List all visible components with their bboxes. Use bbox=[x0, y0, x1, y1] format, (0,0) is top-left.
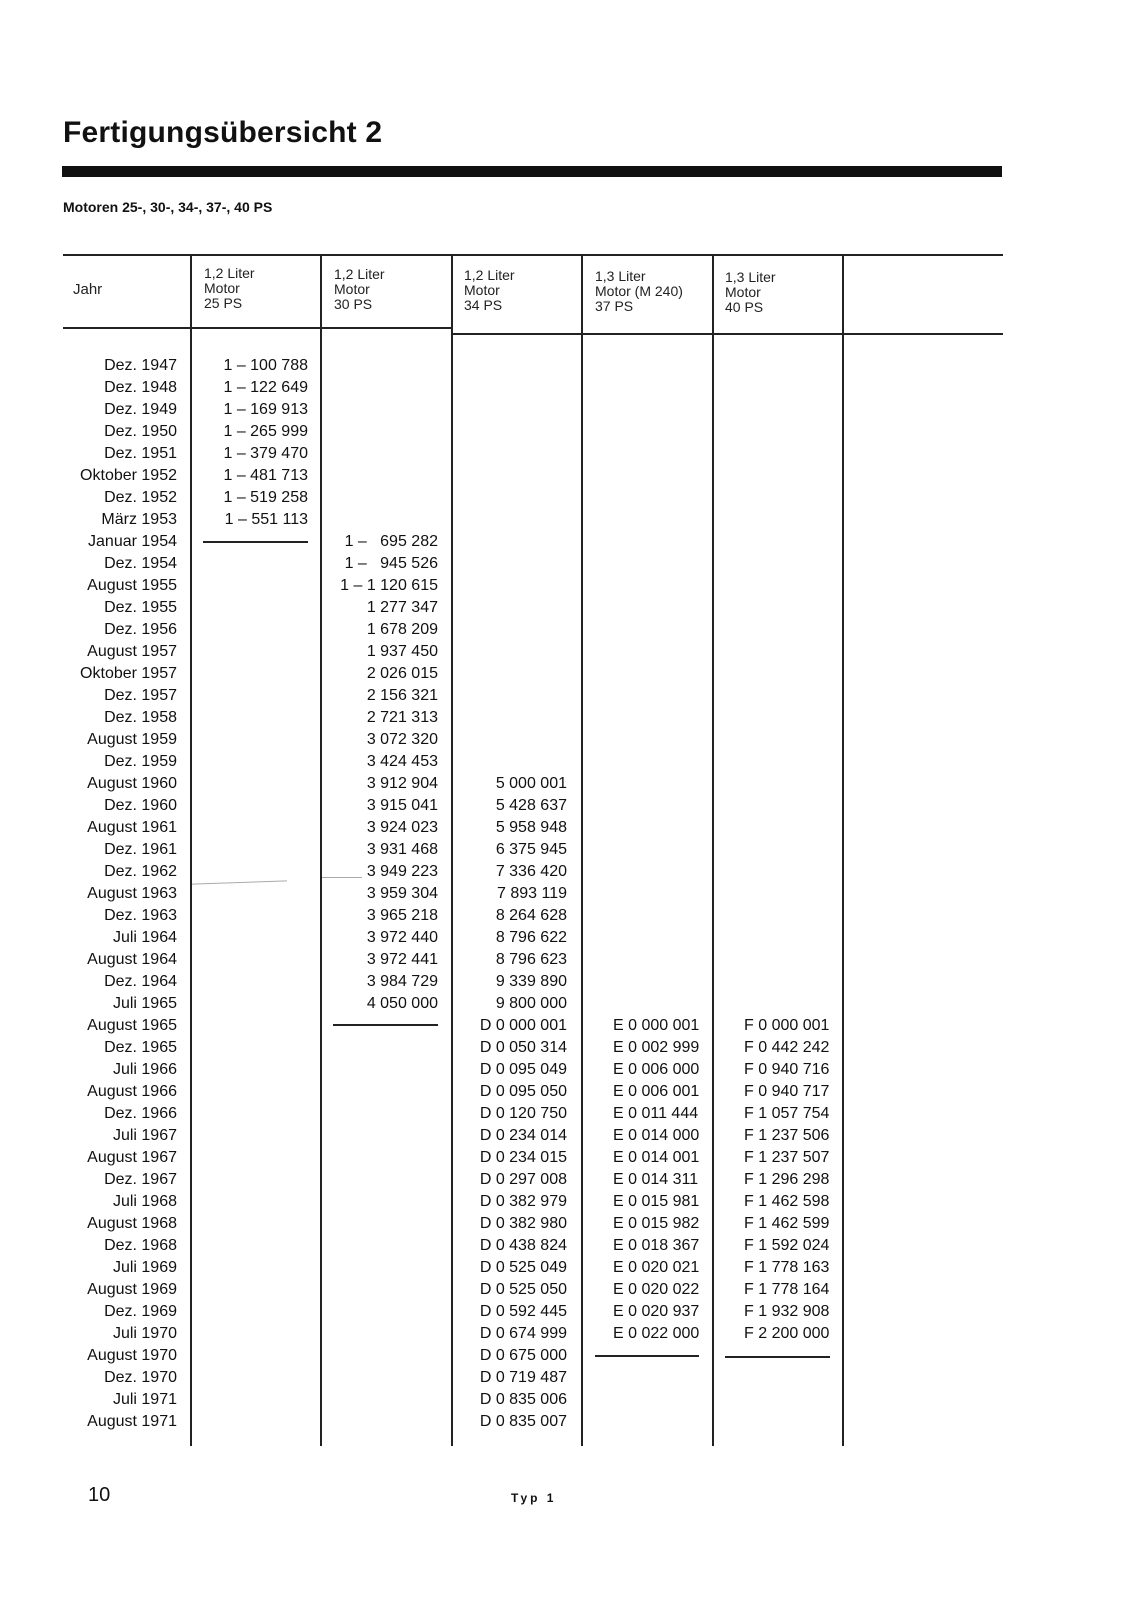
table-row bbox=[0, 1125, 1146, 1147]
cell-30ps: 3 972 440 bbox=[366, 929, 438, 946]
cell-34ps: 5 428 637 bbox=[495, 797, 567, 814]
cell-40ps: F 0 940 717 bbox=[744, 1083, 830, 1100]
cell-30ps: 2 026 015 bbox=[366, 665, 438, 682]
row-year: Juli 1964 bbox=[112, 929, 177, 946]
row-year: August 1971 bbox=[87, 1413, 177, 1430]
cell-40ps: F 1 592 024 bbox=[744, 1237, 830, 1254]
table-row bbox=[0, 1367, 1146, 1389]
cell-34ps: 9 339 890 bbox=[495, 973, 567, 990]
table-row bbox=[0, 509, 1146, 531]
row-year: Dez. 1965 bbox=[104, 1039, 177, 1056]
row-year: August 1963 bbox=[87, 885, 177, 902]
row-year: August 1967 bbox=[87, 1149, 177, 1166]
table-row bbox=[0, 1081, 1146, 1103]
cell-30ps: 2 156 321 bbox=[366, 687, 438, 704]
cell-40ps: F 1 778 164 bbox=[744, 1281, 830, 1298]
cell-37ps: E 0 014 001 bbox=[613, 1149, 700, 1166]
page-number: 10 bbox=[88, 1484, 111, 1506]
table-row bbox=[0, 465, 1146, 487]
row-year: Juli 1968 bbox=[112, 1193, 177, 1210]
cell-25ps: 1 – 481 713 bbox=[223, 467, 308, 484]
row-year: Juli 1969 bbox=[112, 1259, 177, 1276]
table-row bbox=[0, 377, 1146, 399]
cell-40ps: F 2 200 000 bbox=[744, 1325, 830, 1342]
cell-40ps: F 1 932 908 bbox=[744, 1303, 830, 1320]
cell-37ps: E 0 006 000 bbox=[613, 1061, 700, 1078]
table-row bbox=[0, 399, 1146, 421]
row-year: Dez. 1966 bbox=[104, 1105, 177, 1122]
table-row bbox=[0, 1411, 1146, 1433]
cell-30ps: 1 – 1 120 615 bbox=[340, 577, 438, 594]
row-year: August 1968 bbox=[87, 1215, 177, 1232]
cell-34ps: D 0 095 050 bbox=[479, 1083, 567, 1100]
table-row bbox=[0, 531, 1146, 553]
table-row bbox=[0, 597, 1146, 619]
row-year: Juli 1965 bbox=[112, 995, 177, 1012]
table-row bbox=[0, 751, 1146, 773]
cell-30ps: 4 050 000 bbox=[366, 995, 438, 1012]
row-year: Oktober 1957 bbox=[80, 665, 177, 682]
table-row bbox=[0, 443, 1146, 465]
table-row bbox=[0, 1147, 1146, 1169]
cell-30ps: 3 912 904 bbox=[366, 775, 438, 792]
table-row bbox=[0, 421, 1146, 443]
series-end-line-37ps bbox=[595, 1355, 699, 1357]
table-row bbox=[0, 1015, 1146, 1037]
row-year: Juli 1971 bbox=[112, 1391, 177, 1408]
cell-30ps: 3 072 320 bbox=[366, 731, 438, 748]
cell-40ps: F 0 940 716 bbox=[744, 1061, 830, 1078]
cell-37ps: E 0 014 311 bbox=[613, 1171, 699, 1188]
cell-34ps: D 0 719 487 bbox=[479, 1369, 567, 1386]
row-year: Dez. 1949 bbox=[104, 401, 177, 418]
cell-40ps: F 1 057 754 bbox=[744, 1105, 830, 1122]
cell-37ps: E 0 011 444 bbox=[613, 1105, 699, 1122]
row-year: Dez. 1969 bbox=[104, 1303, 177, 1320]
cell-30ps: 3 984 729 bbox=[366, 973, 438, 990]
cell-34ps: D 0 438 824 bbox=[479, 1237, 567, 1254]
cell-34ps: D 0 835 007 bbox=[479, 1413, 567, 1430]
table-row bbox=[0, 663, 1146, 685]
cell-34ps: D 0 234 014 bbox=[479, 1127, 567, 1144]
table-row bbox=[0, 355, 1146, 377]
cell-34ps: D 0 675 000 bbox=[479, 1347, 567, 1364]
table-row bbox=[0, 883, 1146, 905]
cell-30ps: 1 937 450 bbox=[366, 643, 438, 660]
cell-37ps: E 0 020 022 bbox=[613, 1281, 700, 1298]
row-year: Dez. 1950 bbox=[104, 423, 177, 440]
column-header-37ps: 1,3 Liter Motor (M 240) 37 PS bbox=[595, 268, 683, 314]
table-row bbox=[0, 817, 1146, 839]
table-row bbox=[0, 905, 1146, 927]
cell-37ps: E 0 006 001 bbox=[613, 1083, 700, 1100]
page-title: Fertigungsübersicht 2 bbox=[63, 116, 383, 149]
row-year: August 1966 bbox=[87, 1083, 177, 1100]
row-year: März 1953 bbox=[101, 511, 177, 528]
table-row bbox=[0, 861, 1146, 883]
table-row bbox=[0, 685, 1146, 707]
row-year: Dez. 1958 bbox=[104, 709, 177, 726]
cell-37ps: E 0 018 367 bbox=[613, 1237, 700, 1254]
cell-34ps: D 0 674 999 bbox=[479, 1325, 567, 1342]
series-end-line-25ps bbox=[203, 541, 308, 543]
cell-40ps: F 1 237 507 bbox=[744, 1149, 830, 1166]
cell-30ps: 1 – 945 526 bbox=[344, 555, 438, 572]
table-row bbox=[0, 619, 1146, 641]
cell-34ps: D 0 382 980 bbox=[479, 1215, 567, 1232]
cell-34ps: 5 958 948 bbox=[495, 819, 567, 836]
cell-25ps: 1 – 551 113 bbox=[224, 511, 308, 528]
cell-30ps: 3 931 468 bbox=[366, 841, 438, 858]
row-year: August 1957 bbox=[87, 643, 177, 660]
table-row bbox=[0, 949, 1146, 971]
row-year: Dez. 1964 bbox=[104, 973, 177, 990]
cell-30ps: 3 924 023 bbox=[366, 819, 438, 836]
column-header-34ps: 1,2 Liter Motor 34 PS bbox=[464, 267, 515, 313]
row-year: Dez. 1963 bbox=[104, 907, 177, 924]
table-row bbox=[0, 1191, 1146, 1213]
table-row bbox=[0, 839, 1146, 861]
cell-25ps: 1 – 265 999 bbox=[223, 423, 308, 440]
row-year: August 1970 bbox=[87, 1347, 177, 1364]
cell-34ps: D 0 234 015 bbox=[479, 1149, 567, 1166]
cell-34ps: 7 336 420 bbox=[495, 863, 567, 880]
cell-37ps: E 0 022 000 bbox=[613, 1325, 700, 1342]
cell-34ps: D 0 050 314 bbox=[479, 1039, 567, 1056]
cell-37ps: E 0 014 000 bbox=[613, 1127, 700, 1144]
footer-label: Typ 1 bbox=[511, 1491, 557, 1505]
cell-40ps: F 1 296 298 bbox=[744, 1171, 830, 1188]
cell-37ps: E 0 002 999 bbox=[613, 1039, 700, 1056]
row-year: Dez. 1954 bbox=[104, 555, 177, 572]
table-row bbox=[0, 1103, 1146, 1125]
cell-40ps: F 0 442 242 bbox=[744, 1039, 830, 1056]
cell-25ps: 1 – 379 470 bbox=[223, 445, 308, 462]
cell-37ps: E 0 020 937 bbox=[613, 1303, 700, 1320]
column-header-40ps: 1,3 Liter Motor 40 PS bbox=[725, 269, 776, 315]
subtitle: Motoren 25-, 30-, 34-, 37-, 40 PS bbox=[63, 199, 273, 215]
row-year: Dez. 1962 bbox=[104, 863, 177, 880]
cell-30ps: 3 972 441 bbox=[366, 951, 438, 968]
table-row bbox=[0, 1059, 1146, 1081]
row-year: Dez. 1956 bbox=[104, 621, 177, 638]
header-bottom-rule-left bbox=[63, 327, 453, 329]
cell-40ps: F 1 462 598 bbox=[744, 1193, 830, 1210]
cell-40ps: F 0 000 001 bbox=[744, 1017, 830, 1034]
row-year: August 1961 bbox=[87, 819, 177, 836]
cell-25ps: 1 – 519 258 bbox=[223, 489, 308, 506]
cell-30ps: 2 721 313 bbox=[366, 709, 438, 726]
table-row bbox=[0, 773, 1146, 795]
table-row bbox=[0, 1345, 1146, 1367]
cell-34ps: D 0 525 049 bbox=[479, 1259, 567, 1276]
row-year: August 1960 bbox=[87, 775, 177, 792]
table-row bbox=[0, 1037, 1146, 1059]
row-year: Dez. 1947 bbox=[104, 357, 177, 374]
column-header-30ps: 1,2 Liter Motor 30 PS bbox=[334, 266, 385, 312]
table-row bbox=[0, 1323, 1146, 1345]
cell-25ps: 1 – 122 649 bbox=[223, 379, 308, 396]
cell-34ps: 8 796 622 bbox=[495, 929, 567, 946]
series-end-line-40ps bbox=[725, 1356, 830, 1358]
cell-34ps: 7 893 119 bbox=[497, 885, 567, 902]
row-year: Dez. 1952 bbox=[104, 489, 177, 506]
table-row bbox=[0, 1257, 1146, 1279]
cell-40ps: F 1 778 163 bbox=[744, 1259, 830, 1276]
table-row bbox=[0, 993, 1146, 1015]
row-year: Dez. 1970 bbox=[104, 1369, 177, 1386]
row-year: Dez. 1968 bbox=[104, 1237, 177, 1254]
table-row bbox=[0, 1235, 1146, 1257]
row-year: August 1959 bbox=[87, 731, 177, 748]
cell-34ps: D 0 835 006 bbox=[479, 1391, 567, 1408]
column-header-25ps: 1,2 Liter Motor 25 PS bbox=[204, 265, 255, 311]
row-year: August 1969 bbox=[87, 1281, 177, 1298]
cell-37ps: E 0 020 021 bbox=[613, 1259, 700, 1276]
cell-37ps: E 0 015 982 bbox=[613, 1215, 700, 1232]
cell-30ps: 3 915 041 bbox=[366, 797, 438, 814]
table-row bbox=[0, 1389, 1146, 1411]
series-end-line-30ps bbox=[333, 1024, 438, 1026]
cell-30ps: 3 949 223 bbox=[366, 863, 438, 880]
row-year: Dez. 1951 bbox=[104, 445, 177, 462]
row-year: August 1965 bbox=[87, 1017, 177, 1034]
table-row bbox=[0, 641, 1146, 663]
cell-37ps: E 0 015 981 bbox=[613, 1193, 700, 1210]
table-row bbox=[0, 575, 1146, 597]
cell-34ps: 6 375 945 bbox=[495, 841, 567, 858]
cell-25ps: 1 – 100 788 bbox=[223, 357, 308, 374]
cell-34ps: 8 264 628 bbox=[495, 907, 567, 924]
cell-34ps: 5 000 001 bbox=[495, 775, 567, 792]
scan-smudge bbox=[322, 877, 362, 878]
row-year: Dez. 1948 bbox=[104, 379, 177, 396]
table-top-rule bbox=[63, 254, 1003, 256]
row-year: August 1964 bbox=[87, 951, 177, 968]
cell-30ps: 3 965 218 bbox=[366, 907, 438, 924]
table-row bbox=[0, 487, 1146, 509]
row-year: Oktober 1952 bbox=[80, 467, 177, 484]
row-year: Dez. 1967 bbox=[104, 1171, 177, 1188]
cell-34ps: D 0 297 008 bbox=[479, 1171, 567, 1188]
cell-34ps: 8 796 623 bbox=[495, 951, 567, 968]
cell-40ps: F 1 462 599 bbox=[744, 1215, 830, 1232]
cell-30ps: 1 277 347 bbox=[366, 599, 438, 616]
row-year: Dez. 1959 bbox=[104, 753, 177, 770]
table-row bbox=[0, 1279, 1146, 1301]
title-rule bbox=[62, 166, 1002, 177]
table-row bbox=[0, 1169, 1146, 1191]
cell-40ps: F 1 237 506 bbox=[744, 1127, 830, 1144]
row-year: Dez. 1961 bbox=[104, 841, 177, 858]
row-year: Juli 1970 bbox=[112, 1325, 177, 1342]
year-column-header: Jahr bbox=[73, 281, 103, 298]
row-year: Juli 1966 bbox=[112, 1061, 177, 1078]
cell-30ps: 3 959 304 bbox=[366, 885, 438, 902]
row-year: Juli 1967 bbox=[112, 1127, 177, 1144]
row-year: Dez. 1955 bbox=[104, 599, 177, 616]
cell-34ps: D 0 525 050 bbox=[479, 1281, 567, 1298]
header-bottom-rule-right bbox=[452, 333, 1003, 335]
cell-34ps: 9 800 000 bbox=[495, 995, 567, 1012]
table-row bbox=[0, 1213, 1146, 1235]
table-row bbox=[0, 553, 1146, 575]
row-year: Dez. 1957 bbox=[104, 687, 177, 704]
cell-30ps: 1 678 209 bbox=[366, 621, 438, 638]
cell-34ps: D 0 095 049 bbox=[479, 1061, 567, 1078]
cell-30ps: 1 – 695 282 bbox=[344, 533, 438, 550]
cell-25ps: 1 – 169 913 bbox=[223, 401, 308, 418]
row-year: August 1955 bbox=[87, 577, 177, 594]
cell-30ps: 3 424 453 bbox=[366, 753, 438, 770]
table-row bbox=[0, 707, 1146, 729]
table-row bbox=[0, 927, 1146, 949]
row-year: Januar 1954 bbox=[88, 533, 177, 550]
table-row bbox=[0, 1301, 1146, 1323]
cell-34ps: D 0 382 979 bbox=[479, 1193, 567, 1210]
table-row bbox=[0, 971, 1146, 993]
cell-34ps: D 0 000 001 bbox=[479, 1017, 567, 1034]
cell-34ps: D 0 592 445 bbox=[479, 1303, 567, 1320]
row-year: Dez. 1960 bbox=[104, 797, 177, 814]
table-row bbox=[0, 729, 1146, 751]
cell-37ps: E 0 000 001 bbox=[613, 1017, 700, 1034]
table-row bbox=[0, 795, 1146, 817]
cell-34ps: D 0 120 750 bbox=[479, 1105, 567, 1122]
